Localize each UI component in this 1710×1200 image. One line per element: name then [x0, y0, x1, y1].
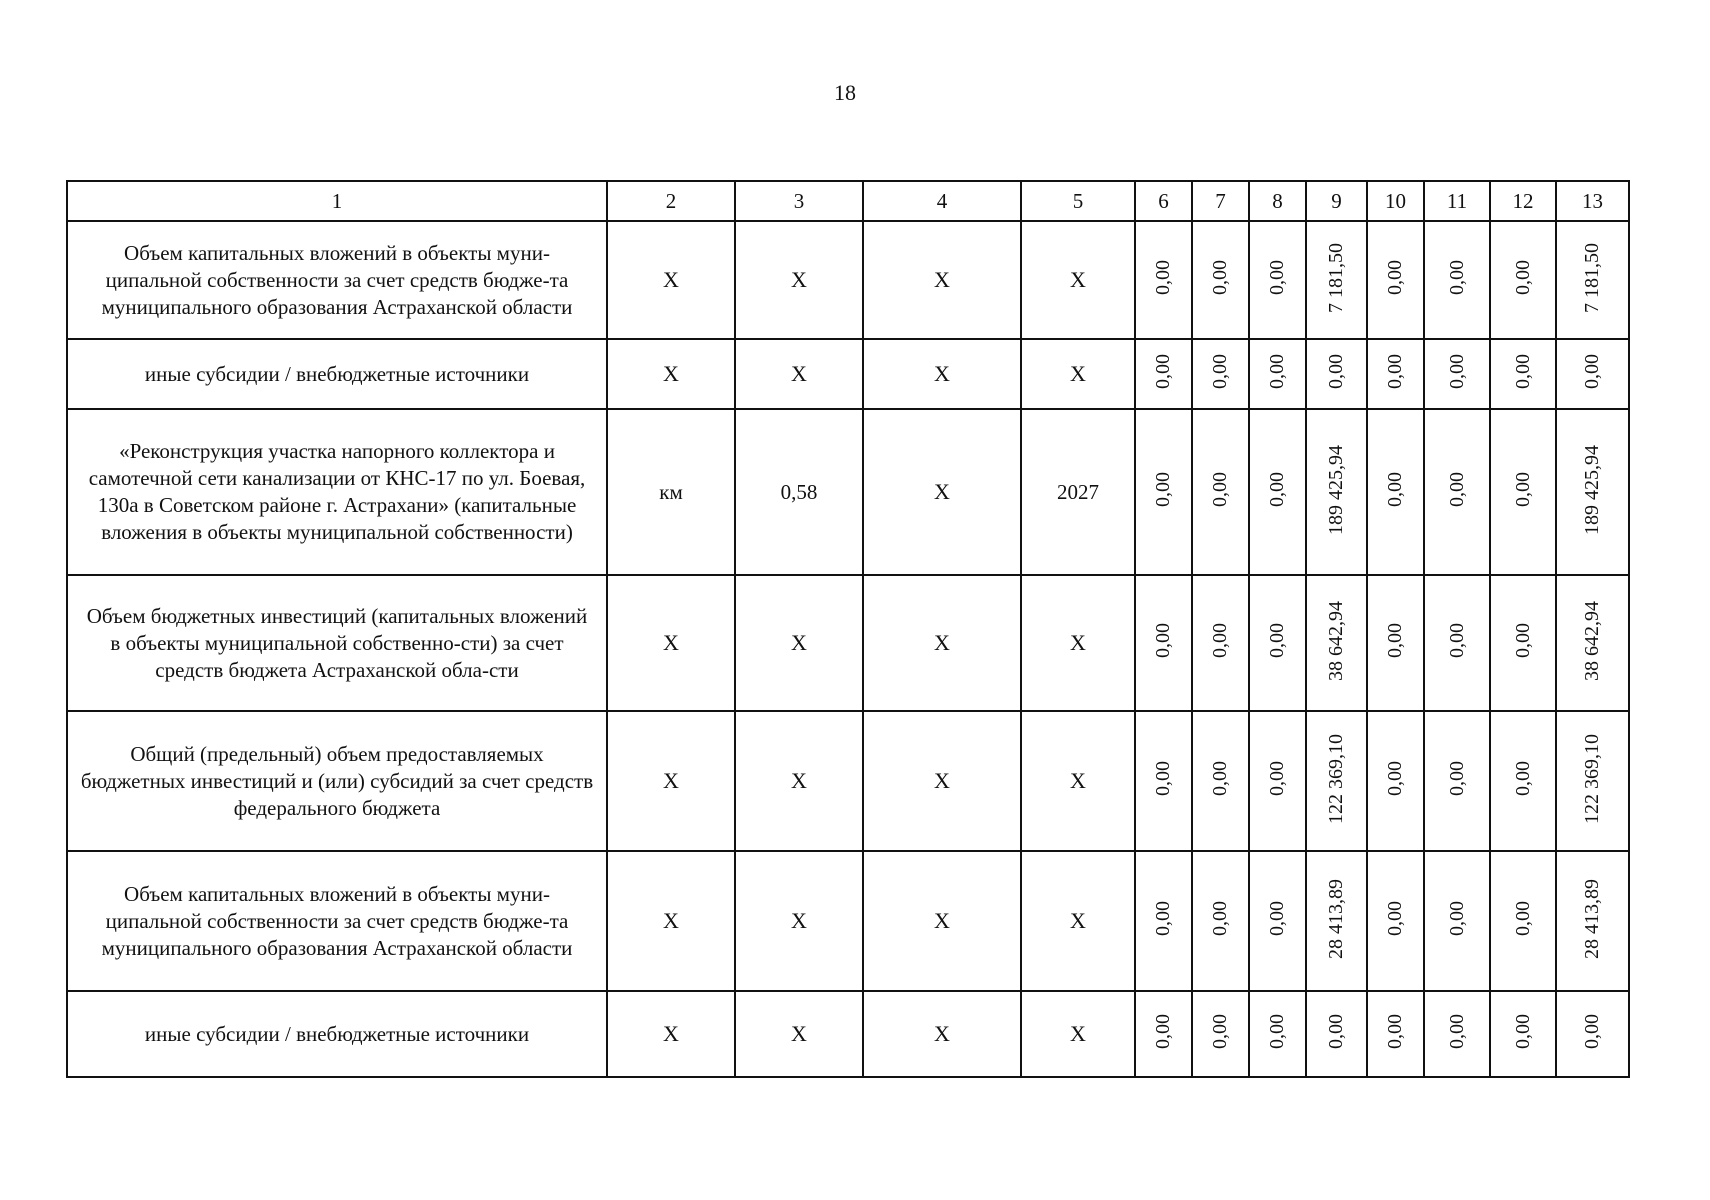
value-cell — [1556, 409, 1629, 575]
value-text: 0,00 — [1511, 472, 1534, 507]
row-description: иные субсидии / внебюджетные источники — [67, 339, 607, 409]
col4-cell: Х — [863, 339, 1021, 409]
quantity-cell: Х — [735, 221, 863, 339]
value-cell — [1192, 991, 1249, 1077]
value-cell — [1367, 409, 1424, 575]
value-cell — [1424, 991, 1490, 1077]
column-header: 12 — [1490, 181, 1556, 221]
value-text: 0,00 — [1445, 1014, 1468, 1049]
value-text: 0,00 — [1581, 354, 1603, 389]
value-cell — [1367, 221, 1424, 339]
value-text: 0,00 — [1266, 1014, 1288, 1049]
value-cell — [1556, 575, 1629, 711]
quantity-cell: Х — [735, 711, 863, 851]
value-cell — [1192, 851, 1249, 991]
value-cell — [1367, 711, 1424, 851]
col4-cell: Х — [863, 575, 1021, 711]
value-text: 0,00 — [1266, 901, 1288, 936]
value-text: 38 642,94 — [1325, 600, 1347, 681]
value-text: 0,00 — [1266, 623, 1288, 658]
value-cell — [1556, 221, 1629, 339]
value-cell — [1490, 339, 1556, 409]
column-header: 9 — [1306, 181, 1367, 221]
value-cell — [1306, 409, 1367, 575]
unit-cell: Х — [607, 339, 735, 409]
value-text: 0,00 — [1209, 623, 1231, 658]
year-cell: Х — [1021, 851, 1135, 991]
value-text: 0,00 — [1384, 1014, 1406, 1049]
quantity-cell: Х — [735, 851, 863, 991]
value-cell — [1192, 409, 1249, 575]
value-cell — [1490, 851, 1556, 991]
value-text: 0,00 — [1266, 260, 1288, 295]
value-cell — [1367, 991, 1424, 1077]
col4-cell: Х — [863, 851, 1021, 991]
column-header: 3 — [735, 181, 863, 221]
value-cell — [1135, 339, 1192, 409]
value-text: 0,00 — [1152, 354, 1174, 389]
value-text: 0,00 — [1209, 1014, 1231, 1049]
row-description: «Реконструкция участка напорного коллектора и самотечной сети канализации от КНС-17 по ул. Боевая, 130а в Советском районе г. Астрахани» (капитальные вложения в объекты муниципальной собственности) — [67, 409, 607, 575]
value-cell — [1556, 339, 1629, 409]
header-row — [67, 181, 1629, 221]
value-cell — [1490, 991, 1556, 1077]
column-header: 7 — [1192, 181, 1249, 221]
col4-cell: Х — [863, 409, 1021, 575]
value-cell — [1424, 575, 1490, 711]
table-row — [67, 339, 1629, 409]
value-text: 0,00 — [1384, 472, 1406, 507]
value-cell — [1135, 991, 1192, 1077]
col4-cell: Х — [863, 991, 1021, 1077]
value-cell — [1249, 575, 1306, 711]
value-text: 0,00 — [1445, 761, 1468, 796]
year-cell: 2027 — [1021, 409, 1135, 575]
table-row — [67, 409, 1629, 575]
quantity-cell: Х — [735, 339, 863, 409]
unit-cell: Х — [607, 575, 735, 711]
unit-cell: Х — [607, 991, 735, 1077]
value-text: 0,00 — [1511, 761, 1534, 796]
value-cell — [1135, 575, 1192, 711]
value-text: 122 369,10 — [1325, 733, 1347, 824]
value-cell — [1306, 991, 1367, 1077]
column-header: 13 — [1556, 181, 1629, 221]
row-description: Объем капитальных вложений в объекты муни-ципальной собственности за счет средств бюдже-та муниципального образования Астраханской области — [67, 851, 607, 991]
value-text: 38 642,94 — [1581, 600, 1603, 681]
value-text: 7 181,50 — [1581, 242, 1603, 313]
value-cell — [1367, 339, 1424, 409]
value-cell — [1192, 221, 1249, 339]
year-cell: Х — [1021, 991, 1135, 1077]
unit-cell: Х — [607, 851, 735, 991]
value-text: 0,00 — [1511, 1014, 1534, 1049]
value-text: 0,00 — [1209, 260, 1231, 295]
budget-table — [66, 180, 1630, 1078]
value-text: 0,00 — [1152, 472, 1174, 507]
value-cell — [1192, 575, 1249, 711]
value-cell — [1192, 339, 1249, 409]
table-row — [67, 991, 1629, 1077]
value-cell — [1192, 711, 1249, 851]
value-text: 0,00 — [1152, 1014, 1174, 1049]
column-header: 10 — [1367, 181, 1424, 221]
value-text: 189 425,94 — [1325, 444, 1347, 535]
value-text: 0,00 — [1266, 354, 1288, 389]
value-text: 0,00 — [1445, 472, 1468, 507]
value-cell — [1135, 711, 1192, 851]
row-description: иные субсидии / внебюджетные источники — [67, 991, 607, 1077]
value-text: 0,00 — [1209, 761, 1231, 796]
table-row — [67, 711, 1629, 851]
value-cell — [1556, 991, 1629, 1077]
value-cell — [1424, 409, 1490, 575]
value-cell — [1367, 575, 1424, 711]
row-description: Общий (предельный) объем предоставляемых бюджетных инвестиций и (или) субсидий за счет средств федерального бюджета — [67, 711, 607, 851]
value-cell — [1306, 851, 1367, 991]
value-text: 189 425,94 — [1581, 444, 1603, 535]
value-text: 0,00 — [1511, 260, 1534, 295]
quantity-cell: Х — [735, 991, 863, 1077]
value-text: 0,00 — [1581, 1014, 1603, 1049]
value-text: 0,00 — [1152, 901, 1174, 936]
value-cell — [1135, 851, 1192, 991]
value-cell — [1249, 409, 1306, 575]
column-header: 4 — [863, 181, 1021, 221]
value-cell — [1556, 851, 1629, 991]
value-text: 0,00 — [1445, 260, 1468, 295]
value-cell — [1490, 221, 1556, 339]
quantity-cell: 0,58 — [735, 409, 863, 575]
value-text: 122 369,10 — [1581, 733, 1603, 824]
value-cell — [1424, 711, 1490, 851]
column-header: 11 — [1424, 181, 1490, 221]
year-cell: Х — [1021, 339, 1135, 409]
value-text: 28 413,89 — [1581, 878, 1603, 959]
unit-cell: Х — [607, 711, 735, 851]
value-cell — [1306, 711, 1367, 851]
value-cell — [1135, 221, 1192, 339]
value-text: 0,00 — [1209, 472, 1231, 507]
value-text: 0,00 — [1152, 623, 1174, 658]
value-cell — [1306, 339, 1367, 409]
year-cell: Х — [1021, 221, 1135, 339]
value-cell — [1490, 575, 1556, 711]
row-description: Объем капитальных вложений в объекты муни-ципальной собственности за счет средств бюдже-та муниципального образования Астраханской области — [67, 221, 607, 339]
value-cell — [1249, 711, 1306, 851]
value-text: 0,00 — [1511, 901, 1534, 936]
value-text: 0,00 — [1384, 901, 1406, 936]
column-header: 8 — [1249, 181, 1306, 221]
value-cell — [1490, 711, 1556, 851]
value-text: 0,00 — [1384, 260, 1406, 295]
unit-cell: км — [607, 409, 735, 575]
value-text: 0,00 — [1384, 761, 1406, 796]
table-row — [67, 221, 1629, 339]
value-cell — [1306, 575, 1367, 711]
unit-cell: Х — [607, 221, 735, 339]
year-cell: Х — [1021, 575, 1135, 711]
value-cell — [1249, 991, 1306, 1077]
value-cell — [1249, 851, 1306, 991]
value-text: 0,00 — [1511, 623, 1534, 658]
col4-cell: Х — [863, 711, 1021, 851]
value-text: 0,00 — [1209, 354, 1231, 389]
value-text: 0,00 — [1266, 761, 1288, 796]
value-text: 0,00 — [1445, 901, 1468, 936]
value-text: 0,00 — [1445, 623, 1468, 658]
value-text: 0,00 — [1445, 354, 1468, 389]
value-text: 0,00 — [1384, 623, 1406, 658]
quantity-cell: Х — [735, 575, 863, 711]
col4-cell: Х — [863, 221, 1021, 339]
table-row — [67, 851, 1629, 991]
value-cell — [1424, 221, 1490, 339]
value-cell — [1249, 221, 1306, 339]
page-number: 18 — [834, 80, 856, 105]
value-cell — [1249, 339, 1306, 409]
value-text: 0,00 — [1266, 472, 1288, 507]
value-cell — [1490, 409, 1556, 575]
value-text: 0,00 — [1152, 260, 1174, 295]
column-header: 6 — [1135, 181, 1192, 221]
table-row — [67, 575, 1629, 711]
value-cell — [1424, 851, 1490, 991]
value-text: 0,00 — [1384, 354, 1406, 389]
value-text: 7 181,50 — [1325, 242, 1347, 313]
year-cell: Х — [1021, 711, 1135, 851]
column-header: 5 — [1021, 181, 1135, 221]
value-cell — [1135, 409, 1192, 575]
value-text: 0,00 — [1209, 901, 1231, 936]
value-cell — [1424, 339, 1490, 409]
value-text: 0,00 — [1511, 354, 1534, 389]
value-text: 0,00 — [1152, 761, 1174, 796]
column-header: 1 — [67, 181, 607, 221]
value-text: 28 413,89 — [1325, 878, 1347, 959]
value-cell — [1306, 221, 1367, 339]
column-header: 2 — [607, 181, 735, 221]
value-text: 0,00 — [1325, 354, 1347, 389]
value-cell — [1556, 711, 1629, 851]
value-cell — [1367, 851, 1424, 991]
row-description: Объем бюджетных инвестиций (капитальных вложений в объекты муниципальной собственно-сти) за счет средств бюджета Астраханской обла-сти — [67, 575, 607, 711]
value-text: 0,00 — [1325, 1014, 1347, 1049]
